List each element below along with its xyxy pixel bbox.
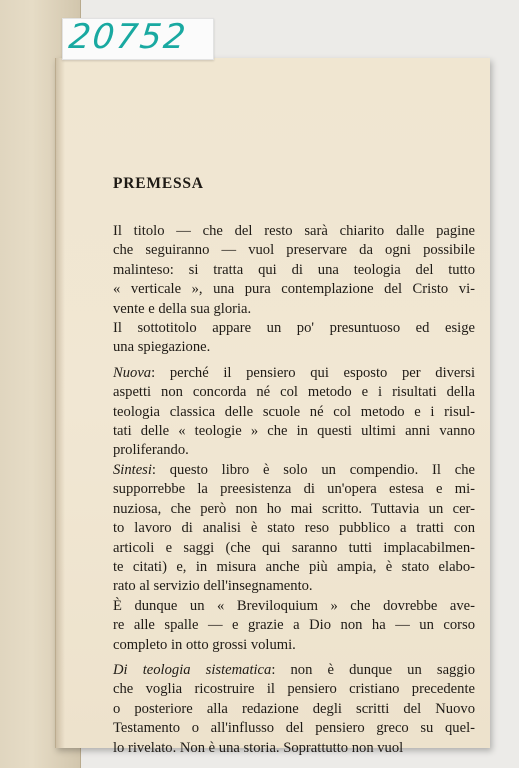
text-line: [113, 222, 475, 241]
line-text: to lavoro di analisi è stato reso pubblico a tratti con: [113, 520, 475, 537]
paragraph: [113, 661, 475, 758]
line-text: aspetti non concorda né col metodo e i risultati della: [113, 384, 475, 401]
italic-term: Nuova: [113, 364, 152, 381]
text-line: [113, 558, 475, 577]
line-text: : perché il pensiero qui esposto per diversi: [151, 364, 475, 381]
text-line: [113, 319, 475, 338]
text-line: [113, 280, 475, 299]
line-text: proliferando.: [113, 442, 189, 459]
line-text: teologia classica delle scuole né col metodo e i risul-: [113, 403, 475, 420]
text-line: [113, 719, 475, 738]
text-line: [113, 241, 475, 260]
text-line: [113, 480, 475, 499]
line-text: : questo libro è solo un compendio. Il che: [151, 461, 475, 478]
line-text: una spiegazione.: [113, 339, 211, 356]
line-text: re alle spalle — e grazie a Dio non ha — un corso: [113, 617, 475, 634]
line-text: articoli e saggi (che qui saranno tutti implacabilmen-: [113, 539, 475, 556]
line-text: nuziosa, che però non ho mai scritto. Tuttavia un cer-: [113, 500, 475, 517]
text-line: [113, 700, 475, 719]
line-text: vente e della sua gloria.: [113, 300, 252, 317]
line-text: Il titolo — che del resto sarà chiarito dalle pagine: [113, 223, 475, 239]
italic-term: Di teologia sistematica: [113, 661, 272, 678]
paragraph: [113, 364, 475, 461]
page-gutter-shadow: [55, 58, 65, 748]
text-line: [113, 261, 475, 280]
paragraph: [113, 597, 475, 655]
text-line: [113, 422, 475, 441]
line-text: che voglia ricostruire il pensiero cristiano precedente: [113, 681, 475, 698]
line-text: supporrebbe la preesistenza di un'opera estesa e mi-: [113, 481, 475, 498]
body-text: [113, 222, 475, 758]
line-text: : non è dunque un saggio: [271, 661, 475, 678]
text-line: [113, 441, 475, 460]
text-line: [113, 577, 475, 596]
text-line: [113, 636, 475, 655]
text-line: [113, 616, 475, 635]
line-text: o posteriore alla redazione degli scritti del Nuovo: [113, 700, 475, 717]
text-line: [113, 680, 475, 699]
line-text: te citati) e, in misura anche più ampia, è stato elabo-: [113, 558, 475, 575]
italic-term: Sintesi: [113, 461, 152, 478]
text-line: [113, 539, 475, 558]
line-text: Testamento o all'influsso del pensiero greco su quel-: [113, 720, 475, 737]
text-line: [113, 300, 475, 319]
line-text: completo in otto grossi volumi.: [113, 636, 296, 653]
text-line: [113, 661, 475, 680]
text-line: [113, 403, 475, 422]
line-text: malinteso: si tratta qui di una teologia del tutto: [113, 261, 475, 278]
text-line: [113, 364, 475, 383]
line-text: che seguiranno — vuol preservare da ogni possibile: [113, 242, 475, 259]
inventory-number: 20752: [66, 17, 190, 57]
text-line: [113, 338, 475, 357]
text-line: [113, 739, 475, 758]
line-text: lo rivelato. Non è una storia. Soprattutto non vuol: [113, 739, 404, 756]
text-line: [113, 597, 475, 616]
line-text: tati delle « teologie » che in questi ultimi anni vanno: [113, 423, 475, 440]
line-text: rato al servizio dell'insegnamento.: [113, 578, 313, 595]
inventory-label: [62, 18, 214, 60]
section-heading: PREMESSA: [113, 175, 204, 192]
paragraph: [113, 461, 475, 597]
text-line: [113, 461, 475, 480]
line-text: « verticale », una pura contemplazione del Cristo vi-: [113, 281, 475, 298]
paragraph: [113, 319, 475, 358]
paragraph: [113, 222, 475, 319]
text-line: [113, 383, 475, 402]
text-line: [113, 500, 475, 519]
line-text: È dunque un « Breviloquium » che dovrebbe ave-: [113, 597, 475, 614]
text-line: [113, 519, 475, 538]
line-text: Il sottotitolo appare un po' presuntuoso ed esige: [113, 320, 475, 337]
